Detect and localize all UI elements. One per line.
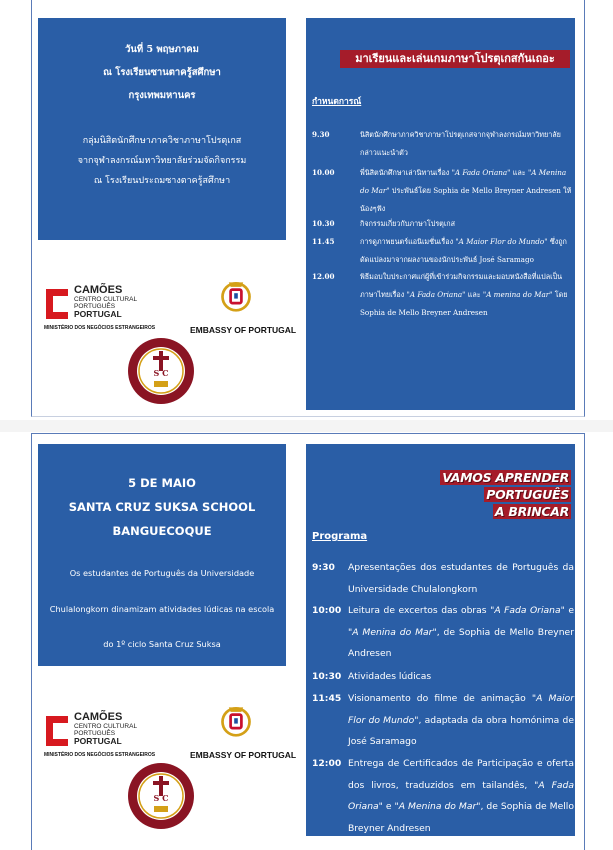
camoes-c-icon xyxy=(44,714,74,748)
portugal-coat-of-arms-icon xyxy=(218,702,254,738)
program-time: 10.00 xyxy=(312,168,335,177)
portugal-coat-of-arms-icon xyxy=(218,277,254,313)
pt-title-line: PORTUGUÊS xyxy=(486,487,569,502)
thai-info-panel xyxy=(38,18,286,240)
program-text: Apresentações dos estudantes de Português da Universidade Chulalongkorn xyxy=(348,562,574,595)
thai-program-heading: กำหนดการณ์ xyxy=(312,97,362,107)
program-text: Visionamento do filme de animação "A Maior Flor do Mundo", adaptada da obra homónima de José Saramago xyxy=(348,693,575,747)
thai-program-panel xyxy=(306,18,575,410)
pt-title-line: VAMOS APRENDER xyxy=(442,470,569,485)
pt-program-panel xyxy=(306,444,575,836)
program-time: 9:30 xyxy=(312,562,335,573)
program-time: 9.30 xyxy=(312,130,330,139)
program-text: กิจกรรมเกี่ยวกับภาษาโปรตุเกส xyxy=(360,219,456,228)
program-time: 10.30 xyxy=(312,219,335,228)
program-time: 10:30 xyxy=(312,671,342,682)
pt-school: SANTA CRUZ SUKSA SCHOOL xyxy=(68,500,256,514)
program-text: นิสิตนักศึกษาภาควิชาภาษาโปรตุเกสจากจุฬาลงกรณ์มหาวิทยาลัย กล่าวแนะนำตัว xyxy=(360,130,561,157)
program-time: 12.00 xyxy=(312,272,335,281)
camoes-logo: CAMÕES CENTRO CULTURAL PORTUGUÊS PORTUGAL MINISTÉRIO DOS NEGÓCIOS ESTRANGEIROS xyxy=(44,711,156,758)
camoes-logo: CAMÕES CENTRO CULTURAL PORTUGUÊS PORTUGAL MINISTÉRIO DOS NEGÓCIOS ESTRANGEIROS xyxy=(44,284,156,331)
school-seal-logo xyxy=(127,762,195,830)
embassy-logo: EMBASSY OF PORTUGAL xyxy=(190,702,282,760)
program-time: 11:45 xyxy=(312,693,342,704)
page-fold xyxy=(0,420,613,432)
thai-venue: ณ โรงเรียนซานตาครู้สศึกษา xyxy=(103,67,221,78)
pt-title-line: A BRINCAR xyxy=(494,504,569,519)
program-text: พิธีมอบใบประกาศแก่ผู้ที่เข้าร่วมกิจกรรมและมอบหนังสือที่แปลเป็นภาษาไทยเรื่อง "A Fada Oriana" และ "A menina do Mar" โดย Sophia de Mello Breyner Andresen xyxy=(360,272,568,317)
program-text: Leitura de excertos das obras "A Fada Oriana" e "A Menina do Mar", de Sophia de Mello Breyner Andresen xyxy=(348,605,574,659)
thai-desc-line: จากจุฬาลงกรณ์มหาวิทยาลัยร่วมจัดกิจกรรม xyxy=(77,156,247,166)
program-text: Entrega de Certificados de Participação e oferta dos livros, traduzidos em tailandês, "A Fada Oriana" e "A Menina do Mar", de Sophia de Mello Breyner Andresen xyxy=(348,758,574,834)
school-seal-logo xyxy=(127,337,195,405)
program-time: 11.45 xyxy=(312,237,335,246)
thai-desc-line: กลุ่มนิสิตนักศึกษาภาควิชาภาษาโปรตุเกส xyxy=(82,136,242,146)
program-text: การดูภาพยนตร์แอนิเมชั่นเรื่อง "A Maior Flor do Mundo" ซึ่งถูกดัดแปลงมาจากผลงานของนักประพันธ์ José Saramago xyxy=(360,237,567,264)
pt-city: BANGUECOQUE xyxy=(112,524,212,538)
pt-desc-line: Chulalongkorn dinamizam atividades lúdicas na escola xyxy=(49,604,275,614)
pt-desc-line: Os estudantes de Português da Universidade xyxy=(69,568,255,578)
pt-program-heading: Programa xyxy=(312,531,368,542)
program-time: 10:00 xyxy=(312,605,342,616)
program-text: Atividades lúdicas xyxy=(348,671,432,682)
camoes-c-icon xyxy=(44,287,74,321)
pt-info-panel xyxy=(38,444,286,666)
thai-program-title: มาเรียนและเล่นเกมภาษาโปรตุเกสกันเถอะ xyxy=(340,50,570,68)
program-time: 12:00 xyxy=(312,758,342,769)
school-seal-letters: S C xyxy=(153,793,169,803)
embassy-logo: EMBASSY OF PORTUGAL xyxy=(190,277,282,335)
school-seal-letters: S C xyxy=(153,368,169,378)
pt-date: 5 DE MAIO xyxy=(128,476,196,490)
thai-desc-line: ณ โรงเรียนประถมซางตาครู้สศึกษา xyxy=(93,176,231,186)
pt-desc-line: do 1º ciclo Santa Cruz Suksa xyxy=(103,639,221,649)
thai-city: กรุงเทพมหานคร xyxy=(128,90,196,101)
program-text: พี่นิสิตนักศึกษาเล่านิทานเรื่อง "A Fada Oriana" และ "A Menina do Mar" ประพันธ์โดย Sophia de Mello Breyner Andresen ให้น้องๆฟัง xyxy=(360,168,572,213)
thai-date: วันที่ 5 พฤษภาคม xyxy=(125,44,199,55)
